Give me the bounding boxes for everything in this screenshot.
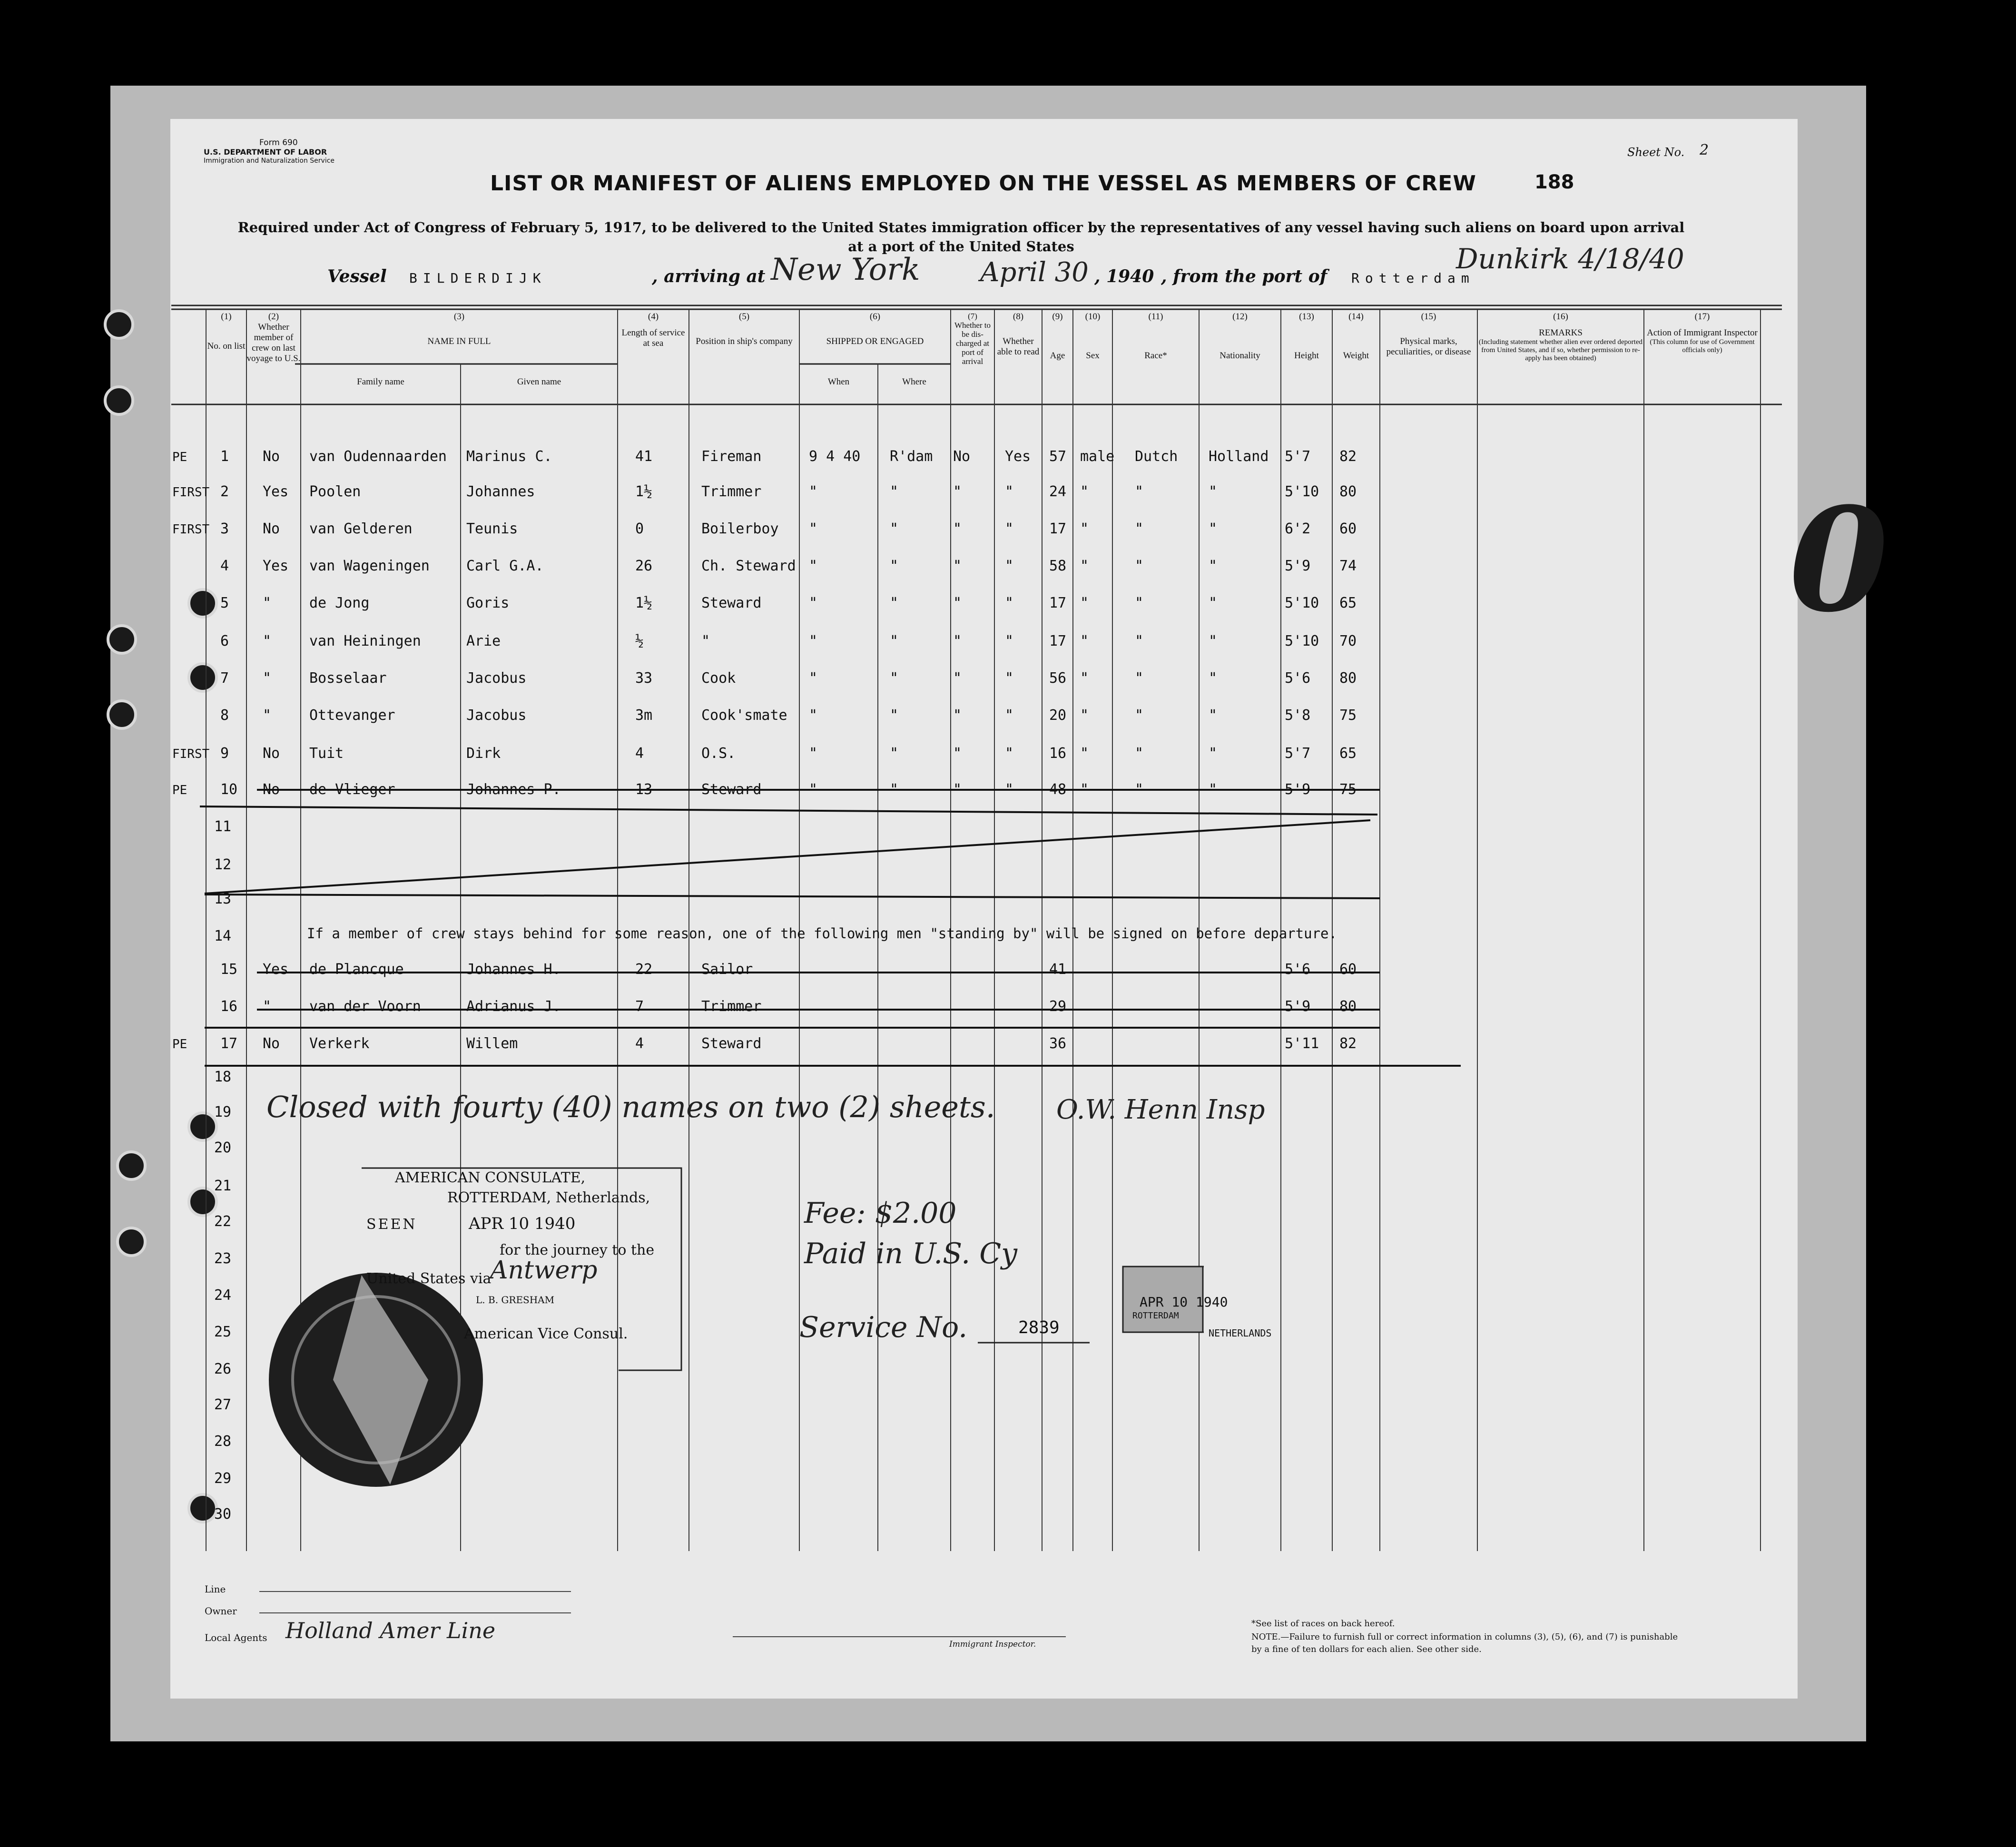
cell-sex: "	[1080, 595, 1089, 611]
paid-line: Paid in U.S. Cy	[804, 1237, 1018, 1270]
cell-age: 17	[1049, 595, 1067, 611]
standby-cell-weight: 80	[1339, 998, 1357, 1015]
cell-where: "	[890, 521, 899, 537]
vessel-name: BILDERDIJK	[409, 270, 547, 286]
cell-race: "	[1135, 670, 1144, 687]
cell-discharged: "	[953, 558, 962, 574]
cell-where: "	[890, 558, 899, 574]
cell-prev: Yes	[263, 483, 289, 500]
cell-when: 9 4 40	[809, 448, 861, 465]
standby-cell-service: 4	[635, 1035, 644, 1052]
col10-header: (10) Sex	[1085, 312, 1101, 361]
cell-age: 57	[1049, 448, 1067, 465]
row-number: 24	[214, 1287, 232, 1304]
cell-position: Cook'smate	[701, 707, 787, 724]
cell-race: "	[1135, 745, 1144, 762]
cell-nationality: "	[1209, 633, 1218, 649]
cell-read: "	[1005, 781, 1014, 798]
cell-nationality: "	[1209, 745, 1218, 762]
cell-race: "	[1135, 558, 1144, 574]
standby-cell-family: Verkerk	[309, 1035, 370, 1052]
cell-mark: PE	[172, 450, 187, 464]
cell-given: Johannes	[466, 483, 535, 500]
cell-where: R'dam	[890, 448, 933, 465]
cell-height: 6'2	[1285, 521, 1311, 537]
cell-prev: "	[263, 633, 272, 649]
standby-row-number: 15	[220, 961, 238, 978]
cell-prev: "	[263, 595, 272, 611]
cell-sex: "	[1080, 707, 1089, 724]
cell-given: Carl G.A.	[466, 558, 544, 574]
cell-position: Cook	[701, 670, 736, 687]
row-number: 29	[214, 1470, 232, 1487]
family-name-header: Family name	[357, 377, 404, 387]
cell-nationality: "	[1209, 483, 1218, 500]
standby-cell-weight: 60	[1339, 961, 1357, 978]
stamp-country: NETHERLANDS	[1209, 1327, 1272, 1339]
page-title: LIST OR MANIFEST OF ALIENS EMPLOYED ON THE VESSEL AS MEMBERS OF CREW	[490, 171, 1476, 196]
footer-note: NOTE.—Failure to furnish full or correct information in columns (3), (5), (6), and (7) is punishable by a fine of ten dollars for each alien. See other side.	[1251, 1632, 1678, 1654]
cell-weight: 75	[1339, 781, 1357, 798]
standby-cell-given: Johannes H.	[466, 961, 561, 978]
col12-header: (12) Nationality	[1219, 312, 1260, 361]
line-label: Line	[205, 1583, 226, 1595]
cell-position: Steward	[701, 781, 762, 798]
row-number: 6	[220, 633, 229, 649]
row-number: 12	[214, 856, 232, 873]
cell-age: 58	[1049, 558, 1067, 574]
cell-position: "	[701, 633, 710, 649]
cell-sex: "	[1080, 633, 1089, 649]
when-header: When	[827, 377, 850, 387]
cell-service: 41	[635, 448, 653, 465]
stamp-place: ROTTERDAM	[1132, 1311, 1179, 1321]
col4-header: (4) Length of service at sea	[621, 312, 685, 348]
cell-read: "	[1005, 745, 1014, 762]
cell-race: "	[1135, 595, 1144, 611]
cell-read: "	[1005, 483, 1014, 500]
standby-cell-prev: No	[263, 1035, 280, 1052]
standby-cell-age: 36	[1049, 1035, 1067, 1052]
cell-position: Trimmer	[701, 483, 762, 500]
consulate-via: Antwerp	[490, 1256, 598, 1285]
sheet-number: 2	[1700, 142, 1709, 158]
cell-height: 5'9	[1285, 558, 1311, 574]
cell-where: "	[890, 670, 899, 687]
standby-cell-mark: PE	[172, 1037, 187, 1051]
cell-nationality: "	[1209, 707, 1218, 724]
cell-age: 20	[1049, 707, 1067, 724]
row-number: 22	[214, 1213, 232, 1230]
cell-weight: 60	[1339, 521, 1357, 537]
standby-cell-given: Adrianus J.	[466, 998, 561, 1015]
standby-cell-service: 7	[635, 998, 644, 1015]
standby-cell-prev: Yes	[263, 961, 289, 978]
cell-age: 56	[1049, 670, 1067, 687]
cell-discharged: "	[953, 595, 962, 611]
stamp-date: APR 10 1940	[1140, 1294, 1228, 1310]
cell-given: Jacobus	[466, 707, 527, 724]
cell-when: "	[809, 633, 818, 649]
cell-when: "	[809, 558, 818, 574]
row-number: 26	[214, 1361, 232, 1377]
cell-position: Boilerboy	[701, 521, 779, 537]
standby-cell-weight: 82	[1339, 1035, 1357, 1052]
cell-read: "	[1005, 521, 1014, 537]
service-number: 2839	[1018, 1318, 1060, 1337]
cell-discharged: "	[953, 521, 962, 537]
cell-prev: Yes	[263, 558, 289, 574]
cell-race: Dutch	[1135, 448, 1178, 465]
cell-weight: 74	[1339, 558, 1357, 574]
row-number: 25	[214, 1324, 232, 1340]
standby-cell-position: Sailor	[701, 961, 753, 978]
cell-given: Johannes P.	[466, 781, 561, 798]
col8-header: (8) Whether able to read	[997, 312, 1040, 357]
cell-age: 24	[1049, 483, 1067, 500]
closing-note: Closed with fourty (40) names on two (2) sheets.	[266, 1090, 995, 1124]
cell-given: Jacobus	[466, 670, 527, 687]
cell-sex: "	[1080, 521, 1089, 537]
cell-height: 5'9	[1285, 781, 1311, 798]
standby-row-number: 17	[220, 1035, 238, 1052]
arrival-date: April 30	[980, 257, 1089, 288]
vessel-label: Vessel	[327, 266, 387, 286]
arriving-label: , arriving at	[652, 266, 766, 286]
cell-nationality: "	[1209, 558, 1218, 574]
owner-label: Owner	[205, 1605, 237, 1617]
service-name: Immigration and Naturalization Service	[204, 157, 335, 165]
cell-service: 26	[635, 558, 653, 574]
col2-header: (2) Whether member of crew on last voyage to U.S.	[246, 312, 301, 364]
consul-name: L. B. GRESHAM	[476, 1294, 555, 1306]
standby-cell-family: de Plancque	[309, 961, 404, 978]
row-number: 13	[214, 891, 232, 907]
consul-title: American Vice Consul.	[464, 1326, 628, 1342]
agents-label: Local Agents	[205, 1632, 267, 1643]
col5-header: (5) Position in ship's company	[696, 312, 793, 346]
notary-seal	[269, 1273, 483, 1487]
cell-race: "	[1135, 483, 1144, 500]
cell-age: 16	[1049, 745, 1067, 762]
col15-header: (15) Physical marks, peculiarities, or disease	[1386, 312, 1471, 357]
arrival-year: , 1940	[1094, 266, 1154, 286]
col11-header: (11) Race*	[1144, 312, 1167, 361]
cell-height: 5'10	[1285, 483, 1319, 500]
consulate-us: United States via	[366, 1270, 492, 1287]
cell-service: 13	[635, 781, 653, 798]
cell-mark: FIRST	[172, 747, 210, 761]
cell-when: "	[809, 670, 818, 687]
cell-when: "	[809, 483, 818, 500]
row-number: 1	[220, 448, 229, 465]
from-label: , from the port of	[1161, 266, 1328, 286]
standby-cell-given: Willem	[466, 1035, 518, 1052]
cell-read: "	[1005, 633, 1014, 649]
cell-nationality: Holland	[1209, 448, 1269, 465]
col7-header: (7) Whether to be dis-charged at port of arrival	[954, 312, 991, 366]
cell-family: Tuit	[309, 745, 344, 762]
standby-cell-age: 29	[1049, 998, 1067, 1015]
cell-sex: "	[1080, 483, 1089, 500]
cell-prev: No	[263, 521, 280, 537]
cell-race: "	[1135, 707, 1144, 724]
cell-where: "	[890, 483, 899, 500]
cell-service: 1½	[635, 595, 653, 611]
inspector-label: Immigrant Inspector.	[949, 1640, 1036, 1649]
cell-family: de Vlieger	[309, 781, 395, 798]
standby-cell-height: 5'6	[1285, 961, 1311, 978]
row-number: 28	[214, 1433, 232, 1450]
cell-prev: "	[263, 707, 272, 724]
row-number: 10	[220, 781, 238, 798]
cell-where: "	[890, 595, 899, 611]
cell-weight: 75	[1339, 707, 1357, 724]
row-number: 14	[214, 928, 232, 944]
cell-family: Ottevanger	[309, 707, 395, 724]
cell-discharged: "	[953, 483, 962, 500]
standby-cell-prev: "	[263, 998, 272, 1015]
where-header: Where	[902, 377, 926, 387]
row-number: 5	[220, 595, 229, 611]
cell-position: Ch. Steward	[701, 558, 796, 574]
cell-prev: No	[263, 745, 280, 762]
cell-family: van Heiningen	[309, 633, 421, 649]
cell-sex: "	[1080, 745, 1089, 762]
col17-header: (17) Action of Immigrant Inspector (This column for use of Government officials only)	[1647, 312, 1758, 354]
cell-discharged: No	[953, 448, 971, 465]
row-number: 18	[214, 1069, 232, 1085]
cell-read: Yes	[1005, 448, 1031, 465]
row-number: 2	[220, 483, 229, 500]
cell-family: de Jong	[309, 595, 370, 611]
cell-nationality: "	[1209, 595, 1218, 611]
cell-height: 5'10	[1285, 633, 1319, 649]
cell-race: "	[1135, 633, 1144, 649]
closing-signature: O.W. Henn Insp	[1056, 1094, 1265, 1125]
cell-age: 17	[1049, 521, 1067, 537]
cell-when: "	[809, 781, 818, 798]
cell-when: "	[809, 595, 818, 611]
row-number: 9	[220, 745, 229, 762]
fee-line: Fee: $2.00	[804, 1197, 957, 1230]
cell-weight: 65	[1339, 745, 1357, 762]
cell-discharged: "	[953, 707, 962, 724]
row-number: 27	[214, 1396, 232, 1413]
standby-cell-service: 22	[635, 961, 653, 978]
row-number: 20	[214, 1140, 232, 1156]
cell-where: "	[890, 745, 899, 762]
cell-position: Steward	[701, 595, 762, 611]
consulate-line1: AMERICAN CONSULATE,	[395, 1169, 586, 1186]
cell-family: Poolen	[309, 483, 361, 500]
cell-discharged: "	[953, 670, 962, 687]
department: U.S. DEPARTMENT OF LABOR	[204, 147, 327, 157]
cell-discharged: "	[953, 633, 962, 649]
races-note: *See list of races on back hereof.	[1251, 1619, 1395, 1629]
row-number: 21	[214, 1178, 232, 1194]
cell-when: "	[809, 745, 818, 762]
cell-family: Bosselaar	[309, 670, 387, 687]
cell-weight: 80	[1339, 483, 1357, 500]
col3-header: (3) NAME IN FULL	[427, 312, 491, 346]
cell-height: 5'8	[1285, 707, 1311, 724]
cell-where: "	[890, 707, 899, 724]
col9-header: (9) Age	[1050, 312, 1065, 361]
cell-service: 1½	[635, 483, 653, 500]
cell-prev: No	[263, 781, 280, 798]
standby-cell-position: Steward	[701, 1035, 762, 1052]
cell-race: "	[1135, 781, 1144, 798]
consulate-journey: for the journey to the	[500, 1242, 655, 1258]
cell-height: 5'7	[1285, 448, 1311, 465]
cell-where: "	[890, 633, 899, 649]
cell-height: 5'7	[1285, 745, 1311, 762]
cell-weight: 70	[1339, 633, 1357, 649]
standby-cell-age: 41	[1049, 961, 1067, 978]
col14-header: (14) Weight	[1343, 312, 1369, 361]
from-port: Rotterdam	[1351, 270, 1475, 286]
cell-age: 17	[1049, 633, 1067, 649]
cell-nationality: "	[1209, 670, 1218, 687]
row-number: 30	[214, 1506, 232, 1523]
cell-given: Marinus C.	[466, 448, 552, 465]
cell-read: "	[1005, 595, 1014, 611]
row-number: 11	[214, 818, 232, 835]
cell-mark: PE	[172, 783, 187, 797]
consulate-date: APR 10 1940	[469, 1214, 576, 1233]
cell-mark: FIRST	[172, 485, 210, 500]
requirement-text: Required under Act of Congress of February 5, 1917, to be delivered to the United States immigration officer by the representatives of any vessel having such aliens on board upon arrival at a port of the United States	[237, 219, 1685, 255]
margin-mark: 0	[1789, 476, 1888, 644]
cell-given: Teunis	[466, 521, 518, 537]
cell-race: "	[1135, 521, 1144, 537]
sheet-label: Sheet No.	[1627, 146, 1685, 159]
row-number: 19	[214, 1104, 232, 1120]
cell-given: Dirk	[466, 745, 501, 762]
agents-value: Holland Amer Line	[285, 1618, 496, 1643]
cell-nationality: "	[1209, 521, 1218, 537]
standby-cell-family: van der Voorn	[309, 998, 421, 1015]
cell-when: "	[809, 521, 818, 537]
cell-family: van Oudennaarden	[309, 448, 447, 465]
given-name-header: Given name	[517, 377, 561, 387]
row-number: 7	[220, 670, 229, 687]
cell-discharged: "	[953, 781, 962, 798]
cell-given: Goris	[466, 595, 510, 611]
cell-position: O.S.	[701, 745, 736, 762]
cell-where: "	[890, 781, 899, 798]
col1-header: (1) No. on list	[207, 312, 246, 351]
row-number: 4	[220, 558, 229, 574]
consulate-line2: ROTTERDAM, Netherlands,	[447, 1189, 650, 1206]
cell-read: "	[1005, 707, 1014, 724]
col6-header: (6) SHIPPED OR ENGAGED	[826, 312, 924, 346]
cell-given: Arie	[466, 633, 501, 649]
cell-mark: FIRST	[172, 522, 210, 537]
cell-weight: 80	[1339, 670, 1357, 687]
cell-sex: "	[1080, 781, 1089, 798]
standby-cell-position: Trimmer	[701, 998, 762, 1015]
row-number: 8	[220, 707, 229, 724]
cell-sex: "	[1080, 670, 1089, 687]
standby-cell-height: 5'9	[1285, 998, 1311, 1015]
cell-sex: "	[1080, 558, 1089, 574]
cell-when: "	[809, 707, 818, 724]
route-annotation: Dunkirk 4/18/40	[1456, 243, 1684, 275]
col16-header: (16) REMARKS (Including statement whether alien ever ordered deported from United States, and if so, whether permission to re-apply has been obtained)	[1478, 312, 1643, 362]
row-number: 3	[220, 521, 229, 537]
cell-age: 48	[1049, 781, 1067, 798]
standby-row-number: 16	[220, 998, 238, 1015]
form-number: Form 690	[259, 138, 298, 147]
cell-position: Fireman	[701, 448, 762, 465]
cell-prev: No	[263, 448, 280, 465]
service-label: Service No.	[799, 1311, 968, 1344]
cell-read: "	[1005, 670, 1014, 687]
cell-service: 33	[635, 670, 653, 687]
arriving-port: New York	[771, 252, 920, 287]
cell-family: van Gelderen	[309, 521, 413, 537]
cell-height: 5'6	[1285, 670, 1311, 687]
cell-sex: male	[1080, 448, 1115, 465]
page-stamp: 188	[1534, 171, 1574, 193]
cell-family: van Wageningen	[309, 558, 430, 574]
cell-service: 0	[635, 521, 644, 537]
cell-service: 4	[635, 745, 644, 762]
cell-prev: "	[263, 670, 272, 687]
col13-header: (13) Height	[1294, 312, 1319, 361]
cell-discharged: "	[953, 745, 962, 762]
cell-read: "	[1005, 558, 1014, 574]
standby-cell-height: 5'11	[1285, 1035, 1319, 1052]
consulate-seen: SEEN	[366, 1216, 417, 1233]
cell-weight: 82	[1339, 448, 1357, 465]
row-number: 23	[214, 1250, 232, 1267]
cell-weight: 65	[1339, 595, 1357, 611]
cell-service: ½	[635, 633, 644, 649]
cell-height: 5'10	[1285, 595, 1319, 611]
standby-note: If a member of crew stays behind for some reason, one of the following men "standing by" will be signed on before departure.	[307, 925, 1337, 942]
cell-service: 3m	[635, 707, 653, 724]
cell-nationality: "	[1209, 781, 1218, 798]
